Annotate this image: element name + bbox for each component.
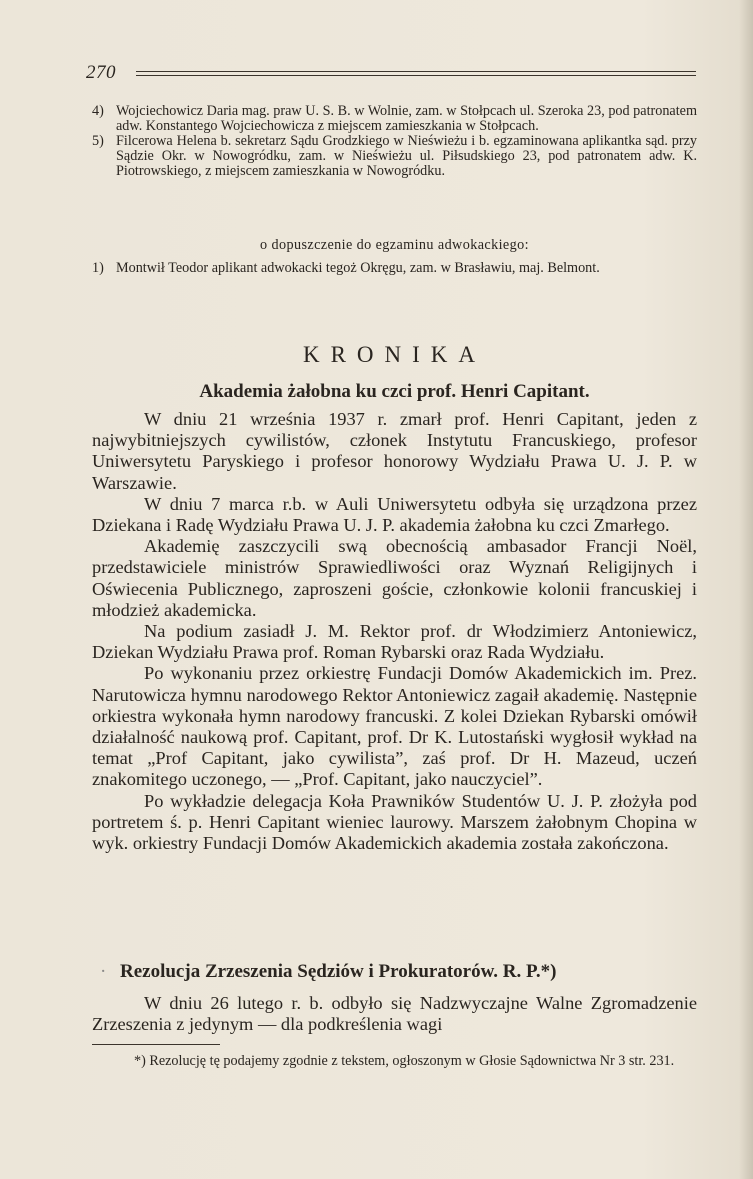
section-block <box>92 342 697 372</box>
header-rule <box>136 75 696 76</box>
list-item <box>92 261 697 276</box>
article-title: Akademia żałobna ku czci prof. Henri Capitant. <box>199 381 590 402</box>
appointments-list <box>92 104 697 179</box>
resolution-title-block <box>92 961 697 985</box>
list-item <box>92 134 697 179</box>
footnote <box>92 1051 697 1071</box>
list-item-number: 5) <box>92 133 104 149</box>
page-edge-shadow <box>739 0 753 1179</box>
article-paragraph: W dniu 21 września 1937 r. zmarł prof. Henri Capitant, jeden z najwybitniejszych cywilistów, członek Instytutu Francuskiego, profesor Uniwersytetu Paryskiego i profesor honorowy Wydziału Prawa U. J. P. w Warszawie. <box>92 409 697 493</box>
resolution-title-text: Rezolucja Zrzeszenia Sędziów i Prokuratorów. R. P.*) <box>120 961 557 982</box>
page-number: 270 <box>86 62 116 83</box>
admission-block <box>92 237 697 257</box>
admissions-list <box>92 261 697 276</box>
article-title-block <box>92 381 697 405</box>
list-item-text: Wojciechowicz Daria mag. praw U. S. B. w Wolnie, zam. w Stołpcach ul. Szeroka 23, pod patronatem adw. Konstantego Wojciechowicza z miejscem zamieszkania w Stołpcach. <box>116 103 697 134</box>
running-header <box>86 62 696 84</box>
resolution-body <box>92 993 697 1035</box>
article-paragraph: Akademię zaszczycili swą obecnością ambasador Francji Noël, przedstawiciele ministrów Sprawiedliwości oraz Wyznań Religijnych i Oświecenia Publicznego, zaproszeni goście, członkowie kolonii francuskiej i młodzież akademicka. <box>92 536 697 620</box>
list-item-text: Montwił Teodor aplikant adwokacki tegoż Okręgu, zam. w Brasławiu, maj. Belmont. <box>116 260 600 276</box>
article-paragraph: W dniu 7 marca r.b. w Auli Uniwersytetu odbyła się urządzona przez Dziekana i Radę Wydziału Prawa U. J. P. akademia żałobna ku czci Zmarłego. <box>92 493 697 536</box>
resolution-paragraph: W dniu 26 lutego r. b. odbyło się Nadzwyczajne Walne Zgromadzenie Zrzeszenia z jedynym — dla podkreślenia wagi <box>92 993 697 1035</box>
list-item-text: Filcerowa Helena b. sekretarz Sądu Grodzkiego w Nieświeżu i b. egzaminowana aplikantka sąd. przy Sądzie Okr. w Nowogródku, zam. w Nieświeżu ul. Piłsudskiego 23, pod patronatem adw. K. Piotrowskiego, z miejscem zamieszkania w Nowogródku. <box>116 133 697 179</box>
article-paragraph: Po wykonaniu przez orkiestrę Fundacji Domów Akademickich im. Prez. Narutowicza hymnu narodowego Rektor Antoniewicz zagaił akademię. Następnie orkiestra wykonała hymn narodowy francuski. Z kolei Dziekan Rybarski omówił działalność naukową prof. Capitant, prof. Dr K. Lutostański wygłosił wykład na temat „Prof Capitant, jako cywilista”, zaś prof. Dr H. Mazeud, uczeń znakomitego uczonego, — „Prof. Capitant, jako nauczyciel”. <box>92 663 697 790</box>
footnote-rule-block <box>92 1044 697 1048</box>
admission-heading: o dopuszczenie do egzaminu adwokackiego: <box>260 237 529 253</box>
section-heading: KRONIKA <box>302 342 487 367</box>
footnote-rule <box>92 1044 220 1045</box>
resolution-title <box>100 961 697 983</box>
list-item-number: 1) <box>92 260 104 276</box>
list-item-number: 4) <box>92 103 104 119</box>
article-body <box>92 409 697 854</box>
list-item <box>92 104 697 134</box>
footnote-text: *) Rezolucję tę podajemy zgodnie z tekstem, ogłoszonym w Głosie Sądownictwa Nr 3 str. 231. <box>134 1053 675 1069</box>
article-paragraph: Po wykładzie delegacja Koła Prawników Studentów U. J. P. złożyła pod portretem ś. p. Henri Capitant wieniec laurowy. Marszem żałobnym Chopina w wyk. orkiestry Fundacji Domów Akademickich akademia została zakończona. <box>92 790 697 854</box>
header-rule <box>136 71 696 72</box>
bullet-mark: · <box>100 961 107 982</box>
article-paragraph: Na podium zasiadł J. M. Rektor prof. dr Włodzimierz Antoniewicz, Dziekan Wydziału Prawa prof. Roman Rybarski oraz Rada Wydziału. <box>92 621 697 663</box>
